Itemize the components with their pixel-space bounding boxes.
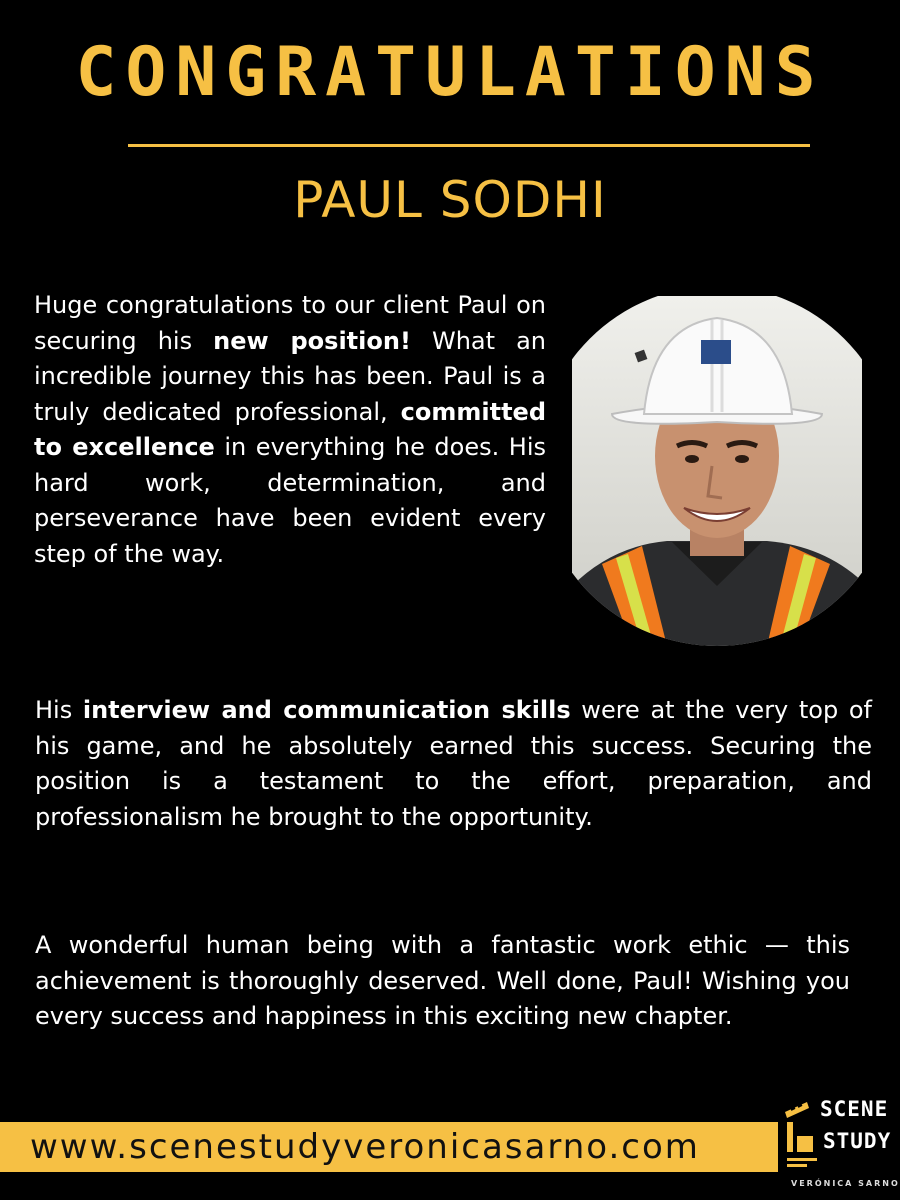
logo-word-scene: SCENE xyxy=(820,1097,889,1121)
paragraph-2: His interview and communication skills were at the very top of his game, and he absolutely earned this success. Securing the position is a testament to the effort, preparation, and professionalism he brought to the opportunity. xyxy=(35,696,872,831)
logo-word-study: STUDY xyxy=(823,1129,892,1153)
bold-new-position: new position! xyxy=(213,326,411,355)
brand-logo xyxy=(783,1092,900,1192)
bold-skills: interview and communication skills xyxy=(82,696,571,724)
client-name: PAUL SODHI xyxy=(293,171,607,229)
website-link[interactable]: www.scenestudyveronicasarno.com xyxy=(30,1127,700,1167)
client-photo xyxy=(572,296,862,646)
bold-committed: committed to excellence xyxy=(34,397,546,461)
paragraph-3: A wonderful human being with a fantastic work ethic — this achievement is thoroughly deserved. Well done, Paul! Wishing you every success and happiness in this exciting new chapter. xyxy=(35,931,850,1030)
page-title: CONGRATULATIONS xyxy=(75,33,825,112)
portrait-hard-hat-icon xyxy=(572,296,862,646)
paragraph-1: Huge congratulations to our client Paul on securing his new position! What an incredible journey this has been. Paul is a truly dedicated professional, committed to excellence in everything he does. His hard work, determination, and perseverance have been evident every step of the way. xyxy=(34,291,547,568)
title-divider xyxy=(128,144,810,147)
clapperboard-icon xyxy=(783,1096,823,1176)
logo-subtitle: VERÓNICA SARNO xyxy=(791,1179,900,1188)
